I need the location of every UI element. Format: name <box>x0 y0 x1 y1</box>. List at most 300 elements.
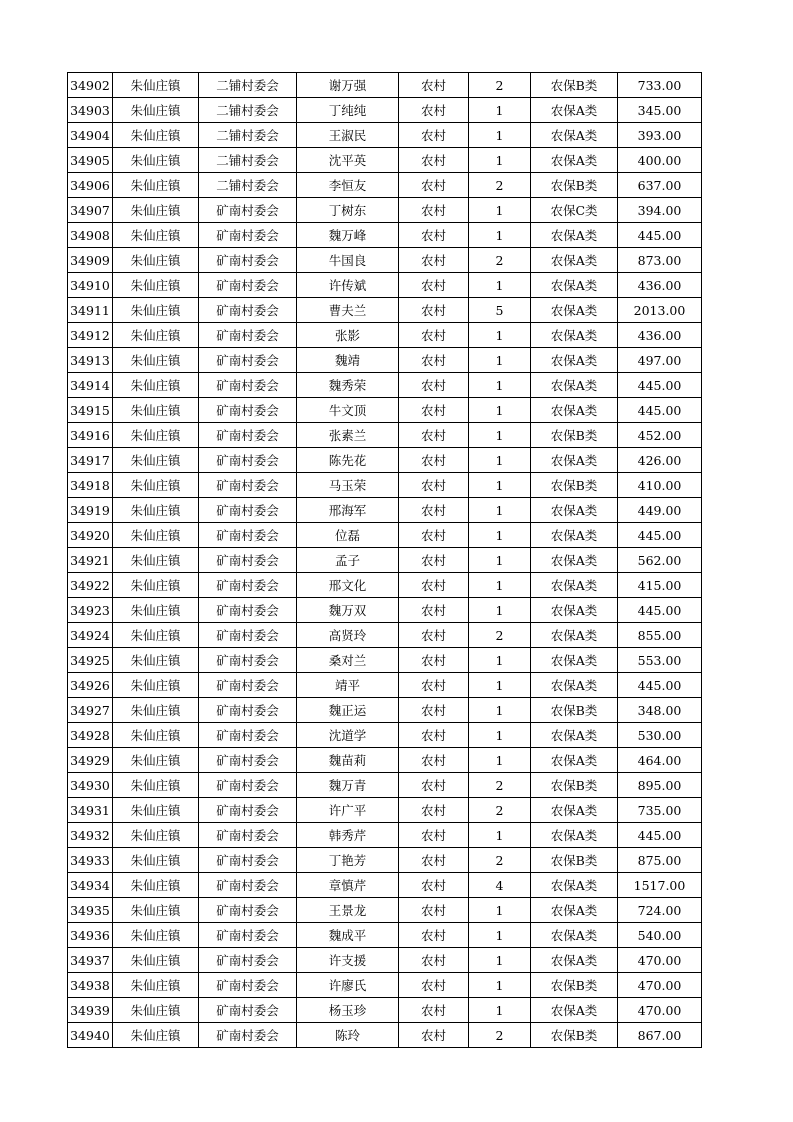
village-cell: 矿南村委会 <box>199 448 297 473</box>
household-count-cell: 1 <box>469 748 531 773</box>
insurance-category-cell: 农保A类 <box>531 448 618 473</box>
amount-cell: 895.00 <box>618 773 702 798</box>
area-type-cell: 农村 <box>399 923 469 948</box>
area-type-cell: 农村 <box>399 998 469 1023</box>
town-cell: 朱仙庄镇 <box>113 348 199 373</box>
town-cell: 朱仙庄镇 <box>113 548 199 573</box>
village-cell: 矿南村委会 <box>199 323 297 348</box>
name-cell: 邢文化 <box>297 573 399 598</box>
household-count-cell: 2 <box>469 798 531 823</box>
household-count-cell: 1 <box>469 548 531 573</box>
table-row <box>68 723 702 748</box>
insurance-category-cell: 农保A类 <box>531 273 618 298</box>
table-row <box>68 848 702 873</box>
row-id-cell: 34936 <box>68 923 113 948</box>
town-cell: 朱仙庄镇 <box>113 973 199 998</box>
amount-cell: 470.00 <box>618 973 702 998</box>
village-cell: 矿南村委会 <box>199 273 297 298</box>
row-id-cell: 34932 <box>68 823 113 848</box>
area-type-cell: 农村 <box>399 348 469 373</box>
village-cell: 矿南村委会 <box>199 248 297 273</box>
village-cell: 二铺村委会 <box>199 173 297 198</box>
area-type-cell: 农村 <box>399 1023 469 1048</box>
amount-cell: 637.00 <box>618 173 702 198</box>
area-type-cell: 农村 <box>399 648 469 673</box>
table-row <box>68 323 702 348</box>
village-cell: 矿南村委会 <box>199 523 297 548</box>
household-count-cell: 1 <box>469 473 531 498</box>
amount-cell: 449.00 <box>618 498 702 523</box>
insurance-category-cell: 农保A类 <box>531 548 618 573</box>
name-cell: 位磊 <box>297 523 399 548</box>
household-count-cell: 1 <box>469 98 531 123</box>
town-cell: 朱仙庄镇 <box>113 923 199 948</box>
village-cell: 矿南村委会 <box>199 498 297 523</box>
household-count-cell: 1 <box>469 823 531 848</box>
name-cell: 马玉荣 <box>297 473 399 498</box>
town-cell: 朱仙庄镇 <box>113 723 199 748</box>
row-id-cell: 34902 <box>68 73 113 98</box>
household-count-cell: 2 <box>469 623 531 648</box>
insurance-category-cell: 农保A类 <box>531 898 618 923</box>
table-body <box>68 73 702 1048</box>
town-cell: 朱仙庄镇 <box>113 173 199 198</box>
amount-cell: 345.00 <box>618 98 702 123</box>
amount-cell: 470.00 <box>618 998 702 1023</box>
table-row <box>68 348 702 373</box>
table-row <box>68 123 702 148</box>
table-row <box>68 948 702 973</box>
village-cell: 矿南村委会 <box>199 573 297 598</box>
village-cell: 矿南村委会 <box>199 673 297 698</box>
insurance-category-cell: 农保A类 <box>531 998 618 1023</box>
village-cell: 矿南村委会 <box>199 1023 297 1048</box>
row-id-cell: 34930 <box>68 773 113 798</box>
row-id-cell: 34913 <box>68 348 113 373</box>
table-row <box>68 748 702 773</box>
area-type-cell: 农村 <box>399 323 469 348</box>
village-cell: 矿南村委会 <box>199 623 297 648</box>
amount-cell: 873.00 <box>618 248 702 273</box>
area-type-cell: 农村 <box>399 823 469 848</box>
village-cell: 矿南村委会 <box>199 848 297 873</box>
name-cell: 邢海军 <box>297 498 399 523</box>
row-id-cell: 34925 <box>68 648 113 673</box>
table-row <box>68 273 702 298</box>
area-type-cell: 农村 <box>399 598 469 623</box>
area-type-cell: 农村 <box>399 898 469 923</box>
amount-cell: 464.00 <box>618 748 702 773</box>
row-id-cell: 34918 <box>68 473 113 498</box>
area-type-cell: 农村 <box>399 548 469 573</box>
amount-cell: 348.00 <box>618 698 702 723</box>
table-row <box>68 423 702 448</box>
area-type-cell: 农村 <box>399 148 469 173</box>
village-cell: 矿南村委会 <box>199 223 297 248</box>
amount-cell: 1517.00 <box>618 873 702 898</box>
area-type-cell: 农村 <box>399 473 469 498</box>
insurance-category-cell: 农保A类 <box>531 723 618 748</box>
village-cell: 矿南村委会 <box>199 373 297 398</box>
name-cell: 魏成平 <box>297 923 399 948</box>
name-cell: 许广平 <box>297 798 399 823</box>
amount-cell: 445.00 <box>618 373 702 398</box>
town-cell: 朱仙庄镇 <box>113 798 199 823</box>
household-count-cell: 1 <box>469 373 531 398</box>
household-count-cell: 1 <box>469 723 531 748</box>
household-count-cell: 1 <box>469 323 531 348</box>
name-cell: 谢万强 <box>297 73 399 98</box>
insurance-category-cell: 农保A类 <box>531 523 618 548</box>
insurance-category-cell: 农保B类 <box>531 973 618 998</box>
table-row <box>68 698 702 723</box>
village-cell: 矿南村委会 <box>199 748 297 773</box>
name-cell: 魏万峰 <box>297 223 399 248</box>
insurance-category-cell: 农保A类 <box>531 498 618 523</box>
town-cell: 朱仙庄镇 <box>113 773 199 798</box>
area-type-cell: 农村 <box>399 298 469 323</box>
household-count-cell: 1 <box>469 923 531 948</box>
household-count-cell: 1 <box>469 348 531 373</box>
amount-cell: 436.00 <box>618 323 702 348</box>
town-cell: 朱仙庄镇 <box>113 248 199 273</box>
village-cell: 矿南村委会 <box>199 798 297 823</box>
area-type-cell: 农村 <box>399 848 469 873</box>
amount-cell: 445.00 <box>618 823 702 848</box>
area-type-cell: 农村 <box>399 773 469 798</box>
amount-cell: 410.00 <box>618 473 702 498</box>
amount-cell: 445.00 <box>618 223 702 248</box>
household-count-cell: 4 <box>469 873 531 898</box>
name-cell: 丁纯纯 <box>297 98 399 123</box>
table-row <box>68 548 702 573</box>
amount-cell: 445.00 <box>618 523 702 548</box>
village-cell: 矿南村委会 <box>199 948 297 973</box>
amount-cell: 735.00 <box>618 798 702 823</box>
row-id-cell: 34916 <box>68 423 113 448</box>
insurance-category-cell: 农保B类 <box>531 473 618 498</box>
amount-cell: 415.00 <box>618 573 702 598</box>
insurance-category-cell: 农保A类 <box>531 648 618 673</box>
row-id-cell: 34933 <box>68 848 113 873</box>
row-id-cell: 34915 <box>68 398 113 423</box>
household-count-cell: 1 <box>469 398 531 423</box>
name-cell: 章慎芹 <box>297 873 399 898</box>
row-id-cell: 34940 <box>68 1023 113 1048</box>
household-count-cell: 1 <box>469 198 531 223</box>
amount-cell: 2013.00 <box>618 298 702 323</box>
insurance-category-cell: 农保A类 <box>531 223 618 248</box>
town-cell: 朱仙庄镇 <box>113 148 199 173</box>
table-row <box>68 98 702 123</box>
insurance-category-cell: 农保A类 <box>531 373 618 398</box>
town-cell: 朱仙庄镇 <box>113 398 199 423</box>
village-cell: 矿南村委会 <box>199 473 297 498</box>
area-type-cell: 农村 <box>399 373 469 398</box>
row-id-cell: 34928 <box>68 723 113 748</box>
town-cell: 朱仙庄镇 <box>113 873 199 898</box>
row-id-cell: 34912 <box>68 323 113 348</box>
village-cell: 矿南村委会 <box>199 398 297 423</box>
household-count-cell: 1 <box>469 448 531 473</box>
town-cell: 朱仙庄镇 <box>113 223 199 248</box>
insurance-category-cell: 农保A类 <box>531 573 618 598</box>
insurance-category-cell: 农保A类 <box>531 823 618 848</box>
table-row <box>68 573 702 598</box>
row-id-cell: 34917 <box>68 448 113 473</box>
table-row <box>68 73 702 98</box>
row-id-cell: 34929 <box>68 748 113 773</box>
row-id-cell: 34920 <box>68 523 113 548</box>
row-id-cell: 34907 <box>68 198 113 223</box>
area-type-cell: 农村 <box>399 248 469 273</box>
benefit-roster-table <box>67 72 702 1048</box>
town-cell: 朱仙庄镇 <box>113 898 199 923</box>
row-id-cell: 34905 <box>68 148 113 173</box>
area-type-cell: 农村 <box>399 523 469 548</box>
row-id-cell: 34938 <box>68 973 113 998</box>
insurance-category-cell: 农保A类 <box>531 398 618 423</box>
name-cell: 王淑民 <box>297 123 399 148</box>
village-cell: 矿南村委会 <box>199 198 297 223</box>
insurance-category-cell: 农保A类 <box>531 123 618 148</box>
amount-cell: 393.00 <box>618 123 702 148</box>
town-cell: 朱仙庄镇 <box>113 673 199 698</box>
name-cell: 魏万双 <box>297 598 399 623</box>
area-type-cell: 农村 <box>399 698 469 723</box>
name-cell: 丁树东 <box>297 198 399 223</box>
insurance-category-cell: 农保A类 <box>531 148 618 173</box>
name-cell: 李恒友 <box>297 173 399 198</box>
name-cell: 孟子 <box>297 548 399 573</box>
insurance-category-cell: 农保A类 <box>531 348 618 373</box>
area-type-cell: 农村 <box>399 173 469 198</box>
household-count-cell: 1 <box>469 898 531 923</box>
insurance-category-cell: 农保A类 <box>531 673 618 698</box>
name-cell: 魏万青 <box>297 773 399 798</box>
village-cell: 矿南村委会 <box>199 348 297 373</box>
household-count-cell: 2 <box>469 773 531 798</box>
name-cell: 许廖氏 <box>297 973 399 998</box>
area-type-cell: 农村 <box>399 398 469 423</box>
name-cell: 桑对兰 <box>297 648 399 673</box>
name-cell: 靖平 <box>297 673 399 698</box>
row-id-cell: 34924 <box>68 623 113 648</box>
name-cell: 魏苗莉 <box>297 748 399 773</box>
village-cell: 矿南村委会 <box>199 773 297 798</box>
name-cell: 沈平英 <box>297 148 399 173</box>
name-cell: 韩秀芹 <box>297 823 399 848</box>
name-cell: 杨玉珍 <box>297 998 399 1023</box>
village-cell: 矿南村委会 <box>199 298 297 323</box>
name-cell: 丁艳芳 <box>297 848 399 873</box>
village-cell: 矿南村委会 <box>199 873 297 898</box>
town-cell: 朱仙庄镇 <box>113 448 199 473</box>
amount-cell: 394.00 <box>618 198 702 223</box>
amount-cell: 724.00 <box>618 898 702 923</box>
amount-cell: 867.00 <box>618 1023 702 1048</box>
household-count-cell: 1 <box>469 673 531 698</box>
name-cell: 许支援 <box>297 948 399 973</box>
row-id-cell: 34927 <box>68 698 113 723</box>
table-row <box>68 973 702 998</box>
table-row <box>68 773 702 798</box>
insurance-category-cell: 农保B类 <box>531 73 618 98</box>
table-row <box>68 798 702 823</box>
insurance-category-cell: 农保A类 <box>531 323 618 348</box>
household-count-cell: 2 <box>469 73 531 98</box>
town-cell: 朱仙庄镇 <box>113 123 199 148</box>
village-cell: 矿南村委会 <box>199 723 297 748</box>
household-count-cell: 1 <box>469 698 531 723</box>
area-type-cell: 农村 <box>399 673 469 698</box>
household-count-cell: 1 <box>469 598 531 623</box>
name-cell: 魏靖 <box>297 348 399 373</box>
area-type-cell: 农村 <box>399 948 469 973</box>
table-row <box>68 373 702 398</box>
insurance-category-cell: 农保B类 <box>531 698 618 723</box>
area-type-cell: 农村 <box>399 573 469 598</box>
table-row <box>68 1023 702 1048</box>
row-id-cell: 34911 <box>68 298 113 323</box>
household-count-cell: 1 <box>469 148 531 173</box>
insurance-category-cell: 农保A类 <box>531 298 618 323</box>
area-type-cell: 农村 <box>399 798 469 823</box>
area-type-cell: 农村 <box>399 498 469 523</box>
household-count-cell: 2 <box>469 1023 531 1048</box>
household-count-cell: 1 <box>469 948 531 973</box>
area-type-cell: 农村 <box>399 623 469 648</box>
insurance-category-cell: 农保A类 <box>531 598 618 623</box>
town-cell: 朱仙庄镇 <box>113 698 199 723</box>
town-cell: 朱仙庄镇 <box>113 748 199 773</box>
area-type-cell: 农村 <box>399 748 469 773</box>
table-row <box>68 223 702 248</box>
row-id-cell: 34909 <box>68 248 113 273</box>
row-id-cell: 34926 <box>68 673 113 698</box>
table-row <box>68 598 702 623</box>
village-cell: 矿南村委会 <box>199 973 297 998</box>
village-cell: 矿南村委会 <box>199 598 297 623</box>
name-cell: 牛文顶 <box>297 398 399 423</box>
household-count-cell: 1 <box>469 573 531 598</box>
town-cell: 朱仙庄镇 <box>113 573 199 598</box>
area-type-cell: 农村 <box>399 198 469 223</box>
household-count-cell: 1 <box>469 998 531 1023</box>
amount-cell: 445.00 <box>618 598 702 623</box>
row-id-cell: 34903 <box>68 98 113 123</box>
amount-cell: 445.00 <box>618 398 702 423</box>
insurance-category-cell: 农保A类 <box>531 748 618 773</box>
name-cell: 曹夫兰 <box>297 298 399 323</box>
insurance-category-cell: 农保C类 <box>531 198 618 223</box>
insurance-category-cell: 农保A类 <box>531 248 618 273</box>
table-row <box>68 923 702 948</box>
household-count-cell: 5 <box>469 298 531 323</box>
amount-cell: 400.00 <box>618 148 702 173</box>
name-cell: 沈道学 <box>297 723 399 748</box>
name-cell: 魏正运 <box>297 698 399 723</box>
household-count-cell: 1 <box>469 123 531 148</box>
amount-cell: 436.00 <box>618 273 702 298</box>
village-cell: 矿南村委会 <box>199 648 297 673</box>
village-cell: 二铺村委会 <box>199 123 297 148</box>
row-id-cell: 34931 <box>68 798 113 823</box>
amount-cell: 733.00 <box>618 73 702 98</box>
amount-cell: 540.00 <box>618 923 702 948</box>
row-id-cell: 34939 <box>68 998 113 1023</box>
table-row <box>68 873 702 898</box>
area-type-cell: 农村 <box>399 873 469 898</box>
amount-cell: 497.00 <box>618 348 702 373</box>
area-type-cell: 农村 <box>399 973 469 998</box>
area-type-cell: 农村 <box>399 223 469 248</box>
insurance-category-cell: 农保A类 <box>531 948 618 973</box>
town-cell: 朱仙庄镇 <box>113 823 199 848</box>
amount-cell: 452.00 <box>618 423 702 448</box>
amount-cell: 855.00 <box>618 623 702 648</box>
village-cell: 矿南村委会 <box>199 698 297 723</box>
amount-cell: 470.00 <box>618 948 702 973</box>
village-cell: 矿南村委会 <box>199 923 297 948</box>
row-id-cell: 34934 <box>68 873 113 898</box>
household-count-cell: 2 <box>469 848 531 873</box>
table-row <box>68 173 702 198</box>
village-cell: 二铺村委会 <box>199 73 297 98</box>
area-type-cell: 农村 <box>399 123 469 148</box>
insurance-category-cell: 农保A类 <box>531 873 618 898</box>
household-count-cell: 1 <box>469 973 531 998</box>
town-cell: 朱仙庄镇 <box>113 1023 199 1048</box>
town-cell: 朱仙庄镇 <box>113 198 199 223</box>
row-id-cell: 34906 <box>68 173 113 198</box>
insurance-category-cell: 农保B类 <box>531 1023 618 1048</box>
town-cell: 朱仙庄镇 <box>113 298 199 323</box>
insurance-category-cell: 农保B类 <box>531 773 618 798</box>
row-id-cell: 34935 <box>68 898 113 923</box>
household-count-cell: 1 <box>469 523 531 548</box>
area-type-cell: 农村 <box>399 448 469 473</box>
name-cell: 陈先花 <box>297 448 399 473</box>
village-cell: 矿南村委会 <box>199 898 297 923</box>
table-row <box>68 198 702 223</box>
name-cell: 张影 <box>297 323 399 348</box>
village-cell: 二铺村委会 <box>199 98 297 123</box>
town-cell: 朱仙庄镇 <box>113 498 199 523</box>
name-cell: 高贤玲 <box>297 623 399 648</box>
town-cell: 朱仙庄镇 <box>113 373 199 398</box>
area-type-cell: 农村 <box>399 423 469 448</box>
household-count-cell: 1 <box>469 648 531 673</box>
town-cell: 朱仙庄镇 <box>113 598 199 623</box>
insurance-category-cell: 农保B类 <box>531 173 618 198</box>
area-type-cell: 农村 <box>399 723 469 748</box>
table-row <box>68 623 702 648</box>
insurance-category-cell: 农保A类 <box>531 623 618 648</box>
table-row <box>68 998 702 1023</box>
insurance-category-cell: 农保A类 <box>531 98 618 123</box>
table-row <box>68 823 702 848</box>
name-cell: 王景龙 <box>297 898 399 923</box>
town-cell: 朱仙庄镇 <box>113 473 199 498</box>
household-count-cell: 1 <box>469 223 531 248</box>
table-row <box>68 248 702 273</box>
name-cell: 许传斌 <box>297 273 399 298</box>
town-cell: 朱仙庄镇 <box>113 98 199 123</box>
insurance-category-cell: 农保A类 <box>531 923 618 948</box>
name-cell: 牛国良 <box>297 248 399 273</box>
household-count-cell: 1 <box>469 423 531 448</box>
